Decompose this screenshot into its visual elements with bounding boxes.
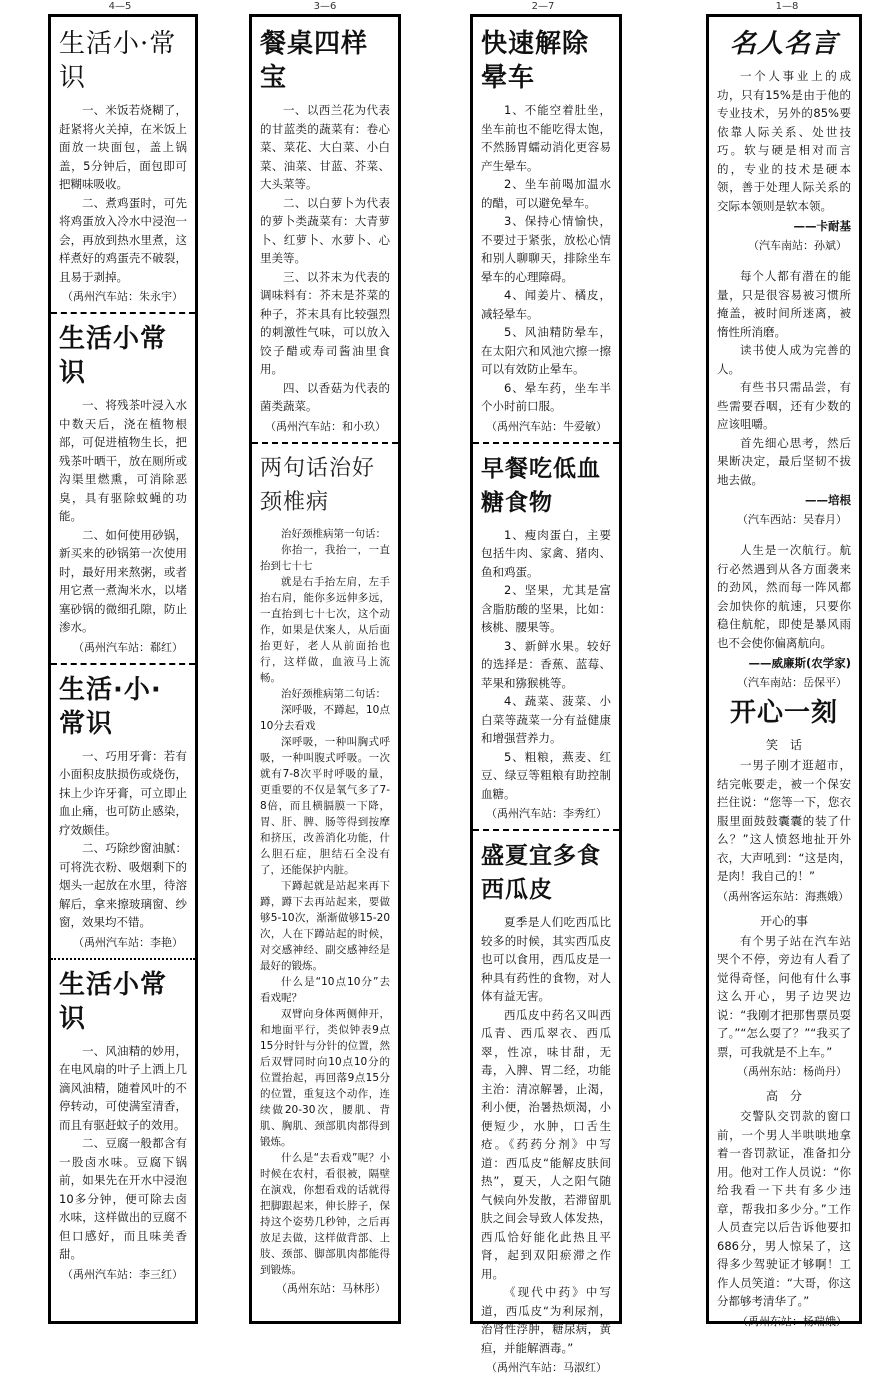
paragraph: 治好颈椎病第一句话： (281, 527, 386, 540)
article-title: 生活小·常识 (59, 29, 177, 93)
byline: （汽车南站：岳保平） (737, 676, 847, 689)
paragraph: 一、将残茶叶浸入水中数天后，浇在植物根部，可促进植物生长，把残茶叶晒干，放在厕所或沟渠里燃熏，可消除恶臭，具有驱除蚊蝇的功能。 (59, 398, 187, 523)
paragraph: 就是右手抬左肩，左手抬右肩，能你多远伸多远，一直抬到七十七次，这个动作，如果是伏案人，从后面抬更好，老人从前面抬也行，这样做，血液马上流畅。 (260, 575, 390, 684)
page-number-2: 3—6 (313, 1, 337, 12)
paragraph: 6、晕车药，坐车半个小时前口服。 (481, 380, 611, 413)
paragraph: 一、米饭若烧糊了，赶紧将火关掉，在米饭上面放一块面包，盖上锅盖，5分钟后，面包即可把糊味吸收。 (59, 103, 187, 191)
paragraph: 一、以西兰花为代表的甘蓝类的蔬菜有：卷心菜、菜花、大白菜、小白菜、油菜、甘蓝、芥菜、大头菜等。 (260, 103, 390, 191)
article-title: 快速解除晕车 (481, 29, 590, 93)
paragraph: 三、以芥末为代表的调味料有：芥末是芥菜的种子，芥末具有比较强烈的刺激性气味，可以放入饺子醋或寿司酱油里食用。 (260, 269, 390, 376)
column-3 (470, 14, 622, 1374)
paragraph: 二、以白萝卜为代表的萝卜类蔬菜有：大青萝卜、红萝卜、水萝卜、心里美等。 (260, 195, 390, 265)
byline: （禹州汽车站：李秀红） (486, 807, 607, 820)
paragraph: 3、保持心情愉快，不要过于紧张，放松心情和别人聊聊天，排除坐车晕车的心理障碍。 (481, 214, 611, 284)
paragraph: 什么是“10点10分”去看戏呢？ (260, 975, 390, 1004)
paragraph: 一、风油精的妙用，在电风扇的叶子上洒上几滴风油精，随着风叶的不停转动，可使满室清香，而且有驱赶蚊子的效用。 (59, 1043, 187, 1132)
quote-author: ——卡耐基 (793, 219, 851, 233)
paragraph: 二、如何使用砂锅，新买来的砂锅第一次使用时，最好用来熬粥，或者用它煮一煮淘米水，以堵塞砂锅的微细孔隙，防止渗水。 (59, 527, 187, 634)
paragraph: 1、不能空着肚坐，坐车前也不能吃得太饱，不然肠胃蠕动消化更容易产生晕车。 (481, 103, 611, 173)
paragraph: 二、煮鸡蛋时，可先将鸡蛋放入冷水中浸泡一会，再放到热水里煮，这样煮好的鸡蛋壳不破裂，且易于剥掉。 (59, 195, 187, 284)
quote-author: ——培根 (805, 493, 851, 507)
paragraph: 有些书只需品尝，有些需要吞咽，还有少数的应该咀嚼。 (717, 380, 851, 431)
article-title: 两句话治好颈椎病 (260, 455, 376, 515)
article-cervical-spondylosis (260, 452, 390, 1298)
paragraph: 深呼吸，不蹲起，10点10分去看戏 (260, 703, 390, 732)
article-title: 开心一刻 (729, 698, 838, 728)
quote-author: ——威廉斯(农学家) (748, 656, 851, 670)
paragraph: 治好颈椎病第二句话： (281, 687, 386, 700)
article-life-tips-2 (59, 322, 187, 657)
column-2 (249, 14, 401, 1324)
byline: （禹州东站：杨瑞娥） (737, 1314, 847, 1328)
paragraph: 4、蔬菜、菠菜、小白菜等蔬菜一分有益健康和增强营养力。 (481, 694, 611, 745)
article-watermelon-rind (481, 839, 611, 1377)
paragraph: 四、以香菇为代表的菌类蔬菜。 (260, 380, 390, 413)
divider (51, 958, 195, 960)
byline: （汽车南站：孙斌） (748, 239, 847, 252)
joke-heading: 开心的事 (759, 913, 808, 928)
page-number-4: 1—8 (775, 1, 799, 12)
paragraph: 读书使人成为完善的人。 (717, 343, 851, 376)
article-four-table-treasures (260, 27, 390, 436)
paragraph: 每个人都有潜在的能量，只是很容易被习惯所掩盖，被时间所迷离，被惰性所消磨。 (717, 269, 851, 339)
article-title: 餐桌四样宝 (260, 29, 369, 93)
paragraph: 人生是一次航行。航行必然遇到从各方面袭来的劲风，然而每一阵风都会加快你的航速，只要你稳住航舵，即使是暴风雨也不会使你偏离航向。 (717, 543, 851, 650)
paragraph: 一、巧用牙膏：若有小面积皮肤损伤或烧伤，抹上少许牙膏，可立即止血止痛，也可防止感染，疗效颇佳。 (59, 748, 187, 837)
byline: （禹州汽车站：和小玖） (265, 419, 386, 433)
article-famous-quotes (717, 27, 851, 692)
article-title: 生活·小·常识 (59, 674, 162, 739)
column-4 (706, 14, 862, 1328)
article-life-tips-3 (59, 673, 187, 952)
paragraph: 1、瘦肉蛋白，主要包括牛肉、家禽、猪肉、鱼和鸡蛋。 (481, 527, 611, 579)
divider (51, 312, 195, 314)
article-title: 盛夏宜多食西瓜皮 (481, 843, 601, 903)
divider (252, 442, 398, 444)
paragraph: 二、巧除纱窗油腻：可将洗衣粉、吸烟剩下的烟头一起放在水里，待溶解后，拿来擦玻璃窗、纱窗，效果均不错。 (59, 841, 187, 929)
column-1 (48, 14, 198, 1324)
paragraph: 一个人事业上的成功，只有15%是由于他的专业技术，另外的85%要依靠人际关系、处世技巧。软与硬是相对而言的，专业的技术是硬本领，善于处理人际关系的交际本领则是软本领。 (717, 69, 851, 213)
paragraph: 首先细心思考，然后果断决定，最后坚韧不拔地去做。 (717, 435, 851, 487)
article-life-tips-4 (59, 968, 187, 1284)
article-title: 名人名言 (729, 29, 838, 59)
paragraph: 你抬一，我抬一，一直抬到七十七 (260, 543, 390, 572)
paragraph: 3、新鲜水果。较好的选择是：香蕉、蓝莓、苹果和猕猴桃等。 (481, 638, 611, 690)
byline: （禹州东站：杨尚丹） (737, 1065, 847, 1078)
byline: （禹州汽车站：朱永宇） (62, 290, 183, 303)
byline: （禹州汽车站：李艳） (73, 935, 183, 949)
paragraph: 2、坐车前喝加温水的醋，可以避免晕车。 (481, 177, 611, 210)
byline: （禹州汽车站：马淑红） (486, 1361, 607, 1374)
paragraph: 有个男子站在汽车站哭个不停，旁边有人看了觉得奇怪，问他有什么事这么开心，男子边哭边说：“我刚才把那售票员耍了。”“怎么耍了？”“我买了票，可我就是不上车。” (717, 933, 851, 1059)
divider (51, 663, 195, 665)
paragraph: 4、闻姜片、橘皮，减轻晕车。 (481, 288, 611, 321)
byline: （禹州汽车站：牛爱敏） (486, 419, 607, 433)
page-number-1: 4—5 (108, 1, 132, 12)
page-number-3: 2—7 (531, 1, 555, 12)
paragraph: 5、风油精防晕车，在太阳穴和风池穴擦一擦可以有效防止晕车。 (481, 325, 611, 376)
article-life-tips-1 (59, 27, 187, 306)
article-low-gi-breakfast (481, 452, 611, 824)
paragraph: 下蹲起就是站起来再下蹲，蹲下去再站起来，要做够5-10次，渐渐做够15-20次，人在下蹲站起的时候，对交感神经、副交感神经是最好的锻炼。 (260, 879, 390, 972)
divider (473, 442, 619, 444)
byline: （禹州汽车站：李三红） (62, 1267, 183, 1281)
article-title: 生活小常识 (59, 969, 168, 1034)
article-title: 早餐吃低血糖食物 (481, 455, 601, 516)
paragraph: 深呼吸，一种叫胸式呼吸，一种叫腹式呼吸。一次就有7-8次平时呼吸的量，更重要的不仅是氧气多了7-8倍，而且横膈膜一下降，胃、肝、脾、肠等得到按摩和挤压，改善消化功能，什么胆石症，胆结石全没有了，还能保护内脏。 (260, 735, 390, 876)
paragraph: 什么是“去看戏”呢？小时候在农村，看很被，隔壁在演戏，你想看戏的话就得把脚跟起来，伸长脖子，保持这个姿势几秒钟，之后再放足去做，这样做背部、上肢、颈部、脚部肌肉都能得到锻炼。 (260, 1151, 390, 1276)
paragraph: 2、坚果，尤其是富含脂肪酸的坚果，比如：核桃、腰果等。 (481, 583, 611, 634)
paragraph: 西瓜皮中药名又叫西瓜青、西瓜翠衣、西瓜翠，性凉，味甘甜，无毒，入脾、胃二经，功能主治：清凉解暑，止渴，利小便，治暑热烦渴，小便短少，水肿，口舌生疮。《药药分剂》中写道：西瓜皮“能解皮肤间热”，夏天，人之阳气随气候向外发散，若滞留肌肤之间会导致人体发热，西瓜恰好能化此热且平肾，起到双阳瘀滞之作用。 (481, 1007, 611, 1281)
paragraph: 一男子刚才逛超市，结完帐要走，被一个保安拦住说：“您等一下，您衣服里面鼓鼓囊囊的装了什么？”这人愤怒地扯开外衣，大声吼到：“这是肉，是肉！我自己的！” (717, 758, 851, 883)
paragraph: 交警队交罚款的窗口前，一个男人半哄哄地拿着一沓罚款证，准备扣分用。他对工作人员说：“你给我看一下共有多少违章，帮我扣多少分。”工作人员查完以后告诉他要扣686分，男人惊呆了，这得多少驾驶证才够啊！工作人员笑道：“大哥，你这分都够考清华了。” (717, 1109, 851, 1308)
paragraph: 双臂向身体两侧伸开，和地面平行，类似钟表9点15分时针与分针的位置，然后双臂同时向10点10分的位置抬起，再回落9点15分的位置，重复这个动作，连续做20-30次，腰肌、背肌、胸肌、颈部肌肉都得到锻炼。 (260, 1007, 390, 1148)
paragraph: 二、豆腐一般都含有一股卤水味。豆腐下锅前，如果先在开水中浸泡10多分钟，便可除去卤水味，这样做出的豆腐不但口感好，而且味美香甜。 (59, 1136, 187, 1261)
paragraph: 夏季是人们吃西瓜比较多的时候，其实西瓜皮也可以食用，西瓜皮是一种具有药性的食物，对人体有益无害。 (481, 915, 611, 1003)
paragraph: 《现代中药》中写道，西瓜皮“为利尿剂，治肾性浮肿，糖尿病，黄疸，并能解酒毒。” (481, 1285, 611, 1355)
joke-heading: 高 分 (765, 1089, 802, 1103)
byline: （禹州汽车站：郗红） (73, 640, 183, 654)
byline: （汽车西站：吴春月） (737, 513, 847, 526)
joke-heading: 笑 话 (765, 738, 802, 752)
divider (473, 829, 619, 831)
article-happy-moment (717, 696, 851, 1331)
byline: （禹州东站：马林彤） (276, 1281, 386, 1295)
article-title: 生活小常识 (59, 324, 168, 388)
byline: （禹州客运东站：海燕娥） (717, 889, 849, 903)
paragraph: 5、粗粮，燕麦、红豆、绿豆等粗粮有助控制血糖。 (481, 749, 611, 801)
article-motion-sickness (481, 27, 611, 436)
